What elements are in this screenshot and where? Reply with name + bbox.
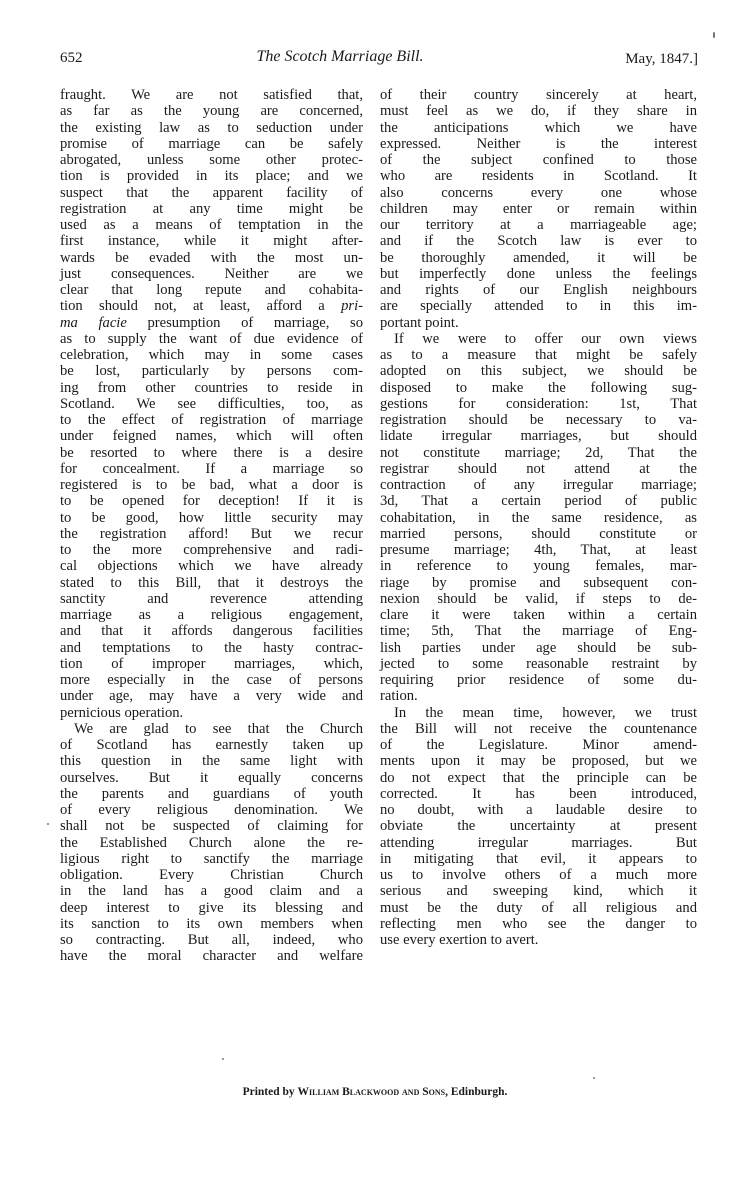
text-line: the registration afford! But we recur [60, 525, 363, 542]
text-line: tion is provided in its place; and we [60, 168, 363, 185]
text-line: riage by promise and subsequent con- [380, 574, 697, 591]
text-line: celebration, which may in some cases [60, 347, 363, 363]
text-line: more especially in the case of persons [60, 672, 363, 688]
text-line: under age, may have a very wide and [60, 688, 363, 705]
text-line: this question in the same light with [60, 753, 363, 770]
text-line: as far as the young are concerned, [60, 103, 363, 120]
text-line: first instance, while it might after- [60, 233, 363, 250]
text-line: In the mean time, however, we trust [394, 704, 697, 721]
text-line: under feigned names, which will often [60, 428, 363, 445]
text-line: for concealment. If a marriage so [60, 460, 363, 477]
text-line: registrar should not attend at the [380, 460, 697, 477]
text-line: as to supply the want of due evidence of [60, 330, 363, 347]
text-line: lidate irregular marriages, but should [380, 428, 697, 445]
text-line: must feel as we do, if they share in [380, 103, 697, 120]
text-line: to the effect of registration of marriage [60, 412, 363, 428]
text-line: of the Legislature. Minor amend- [380, 737, 697, 753]
text-line: corrected. It has been introduced, [380, 785, 697, 802]
right-column [380, 87, 697, 948]
text-line: clear that long repute and cohabita- [60, 282, 363, 298]
print-speck [593, 1077, 595, 1079]
text-line: suspect that the apparent facility of [60, 184, 363, 201]
text-line: in mitigating that evil, it appears to [380, 850, 697, 867]
text-line: of their country sincerely at heart, [380, 87, 697, 103]
text-line: no doubt, with a laudable desire to [380, 802, 697, 818]
text-line: tion should not, at least, afford a pri- [60, 298, 363, 315]
text-line: lish parties under age should be sub- [380, 639, 697, 656]
text-line: obviate the uncertainty at present [380, 818, 697, 835]
text-line: registration should be necessary to va- [380, 412, 697, 428]
text-line: ments upon it may be proposed, but we [380, 753, 697, 770]
text-line: ligious right to sanctify the marriage [60, 850, 363, 867]
text-line: be resorted to where there is a desire [60, 444, 363, 461]
text-line: to be good, how little security may [60, 509, 363, 526]
text-line: but imperfectly done unless the feelings [380, 265, 697, 282]
text-line: of every religious denomination. We [60, 802, 363, 818]
text-line: We are glad to see that the Church [74, 720, 363, 737]
text-line: use every exertion to avert. [380, 932, 539, 948]
text-line: so contracting. But all, indeed, who [60, 932, 363, 948]
text-line: stated to this Bill, that it destroys the [60, 574, 363, 591]
text-line: have the moral character and welfare [60, 948, 363, 965]
text-line: sanctity and reverence attending [60, 590, 363, 607]
text-line: adopted on this subject, we should be [380, 363, 697, 380]
text-line: requiring prior residence of some du- [380, 672, 697, 688]
issue-date: May, 1847.] [625, 51, 698, 67]
text-line: must be the duty of all religious and [380, 899, 697, 916]
text-line: as to a measure that might be safely [380, 347, 697, 363]
running-title: The Scotch Marriage Bill. [256, 48, 424, 65]
text-line: clare it were taken within a certain [380, 607, 697, 623]
text-line: just consequences. Neither are we [60, 265, 363, 282]
left-column [60, 87, 363, 965]
text-line: the parents and guardians of youth [60, 785, 363, 802]
text-line: serious and sweeping kind, which it [380, 883, 697, 900]
text-line: used as a means of temptation in the [60, 217, 363, 233]
text-line: cohabitation, in the same residence, as [380, 509, 697, 526]
text-line: gestions for consideration: 1st, That [380, 395, 697, 412]
text-line: us to involve others of a much more [380, 867, 697, 883]
print-speck [713, 32, 715, 38]
text-line: to the more comprehensive and radi- [60, 542, 363, 558]
text-line: the Bill will not receive the countenance [380, 720, 697, 737]
text-line: time; 5th, That the marriage of Eng- [380, 623, 697, 640]
text-line: contraction of any irregular marriage; [380, 477, 697, 493]
text-line: and that it affords dangerous facilities [60, 623, 363, 640]
imprint-prefix: Printed by [242, 1086, 295, 1098]
text-line: and rights of our English neighbours [380, 282, 697, 298]
text-line: of Scotland has earnestly taken up [60, 737, 363, 753]
text-line: If we were to offer our own views [394, 330, 697, 347]
text-line: to be opened for deception! If it is [60, 493, 363, 510]
text-line: ration. [380, 688, 418, 705]
text-line: the Established Church alone the re- [60, 834, 363, 851]
text-line: the anticipations which we have [380, 119, 697, 136]
text-line: the existing law as to seduction under [60, 119, 363, 136]
text-line: deep interest to give its blessing and [60, 899, 363, 916]
printer-imprint [0, 1086, 750, 1098]
text-line: ma facie presumption of marriage, so [60, 314, 363, 331]
text-line: children may enter or remain within [380, 200, 697, 217]
text-line: be lost, particularly by persons com- [60, 363, 363, 380]
text-line: who are residents in Scotland. It [380, 168, 697, 185]
text-line: shall not be suspected of claiming for [60, 818, 363, 835]
text-line: ing from other countries to reside in [60, 379, 363, 396]
print-speck [47, 823, 49, 825]
text-line: tion of improper marriages, which, [60, 655, 363, 672]
text-line: expressed. Neither is the interest [380, 135, 697, 152]
text-line: presume marriage; 4th, That, at least [380, 542, 697, 558]
text-line: disposed to make the following sug- [380, 379, 697, 396]
running-header [60, 48, 700, 70]
text-line: attending irregular marriages. But [380, 834, 697, 851]
text-line: promise of marriage can be safely [60, 135, 363, 152]
text-line: are specially attended to in this im- [380, 298, 697, 315]
text-line: 3d, That a certain period of public [380, 493, 697, 510]
text-line: of the subject confined to those [380, 152, 697, 168]
text-line: and temptations to the hasty contrac- [60, 639, 363, 656]
text-line: portant point. [380, 314, 459, 331]
text-line: jected to some reasonable restraint by [380, 655, 697, 672]
text-line: ourselves. But it equally concerns [60, 769, 363, 786]
text-line: Scotland. We see difficulties, too, as [60, 395, 363, 412]
text-line: and if the Scotch law is ever to [380, 233, 697, 250]
imprint-printer: William Blackwood and Sons [297, 1086, 446, 1098]
text-line: abrogated, unless some other protec- [60, 152, 363, 168]
text-line: obligation. Every Christian Church [60, 867, 363, 883]
text-line: marriage as a religious engagement, [60, 607, 363, 623]
text-line: also concerns every one whose [380, 184, 697, 201]
text-line: registration at any time might be [60, 200, 363, 217]
text-line: our territory at a marriageable age; [380, 217, 697, 233]
text-line: reflecting men who see the danger to [380, 915, 697, 932]
text-line: married persons, should constitute or [380, 525, 697, 542]
text-line: not constitute marriage; 2d, That the [380, 444, 697, 461]
text-line: in reference to young females, mar- [380, 558, 697, 575]
text-line: registered is to be bad, what a door is [60, 477, 363, 493]
text-line: nexion should be valid, if steps to de- [380, 590, 697, 607]
imprint-city: , Edinburgh. [445, 1086, 508, 1098]
text-line: fraught. We are not satisfied that, [60, 87, 363, 103]
text-line: pernicious operation. [60, 704, 184, 721]
text-line: its sanction to its own members when [60, 915, 363, 932]
text-line: wards be evaded with the most un- [60, 249, 363, 266]
page-number: 652 [60, 50, 83, 66]
text-line: be thoroughly amended, it will be [380, 249, 697, 266]
text-line: in the land has a good claim and a [60, 883, 363, 900]
text-line: cal objections which we have already [60, 558, 363, 575]
print-speck [222, 1058, 224, 1060]
text-line: do not expect that the principle can be [380, 769, 697, 786]
